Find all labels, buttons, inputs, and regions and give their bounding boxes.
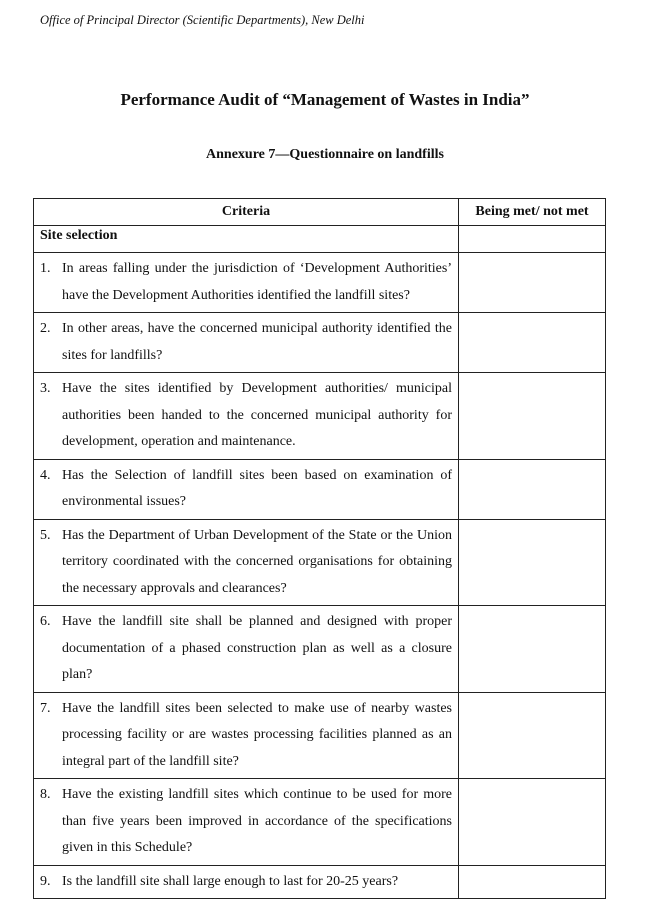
table-row [34,692,606,779]
row-question: Have the landfill sites been selected to make use of nearby wastes processing facility or are wastes processing facilities planned as an integral part of the landfill site? [62,700,452,769]
table-row [34,373,606,460]
section-row [34,226,606,253]
row-number: 7. [40,700,51,716]
row-number: 2. [40,321,51,336]
status-cell[interactable] [459,313,606,373]
row-question: Have the existing landfill sites which continue to be used for more than five years been improved in accordance of the specifications given in this Schedule? [62,787,452,855]
criteria-column-header: Criteria [34,199,459,226]
row-number: 1. [40,261,51,276]
row-number: 4. [40,467,51,483]
table-row [34,459,606,519]
criteria-cell [34,779,459,866]
criteria-cell [34,313,459,373]
section-status-cell [459,226,606,253]
status-cell[interactable] [459,459,606,519]
status-column-header: Being met/ not met [459,199,606,226]
table-row [34,253,606,313]
table-row [34,519,606,606]
row-question: In other areas, have the concerned municipal authority identified the sites for landfills? [62,321,452,363]
row-question: Is the landfill site shall large enough to last for 20-25 years? [62,873,399,889]
row-number: 6. [40,614,51,629]
criteria-cell [34,606,459,693]
row-number: 9. [40,873,51,889]
status-cell[interactable] [459,865,606,899]
status-cell[interactable] [459,692,606,779]
row-question: Has the Department of Urban Development of the State or the Union territory coordinated with the concerned organisations for obtaining the necessary approvals and clearances? [62,527,452,596]
row-question: In areas falling under the jurisdiction of ‘Development Authorities’ have the Development Authorities identified the landfill sites? [62,261,452,303]
row-question: Has the Selection of landfill sites been based on examination of environmental issues? [62,467,452,509]
row-number: 8. [40,787,51,802]
criteria-cell [34,253,459,313]
table-row [34,865,606,899]
criteria-cell [34,865,459,899]
status-cell[interactable] [459,519,606,606]
section-heading: Site selection [34,226,459,253]
criteria-cell [34,373,459,460]
row-number: 3. [40,381,51,396]
row-question: Have the sites identified by Development authorities/ municipal authorities been handed to the concerned municipal authority for development, operation and maintenance. [62,381,452,449]
criteria-cell [34,519,459,606]
annexure-title: Annexure 7—Questionnaire on landfills [206,147,444,162]
table-header-row [34,199,606,226]
row-question: Have the landfill site shall be planned and designed with proper documentation of a phased construction plan as well as a closure plan? [62,614,452,682]
criteria-cell [34,692,459,779]
questionnaire-table [33,198,606,899]
table-row [34,606,606,693]
status-cell[interactable] [459,253,606,313]
status-cell[interactable] [459,373,606,460]
status-cell[interactable] [459,779,606,866]
criteria-cell [34,459,459,519]
table-row [34,313,606,373]
document-title: Performance Audit of “Management of Wastes in India” [120,90,530,109]
status-cell[interactable] [459,606,606,693]
row-number: 5. [40,527,51,543]
table-row [34,779,606,866]
office-header: Office of Principal Director (Scientific Departments), New Delhi [40,13,365,27]
